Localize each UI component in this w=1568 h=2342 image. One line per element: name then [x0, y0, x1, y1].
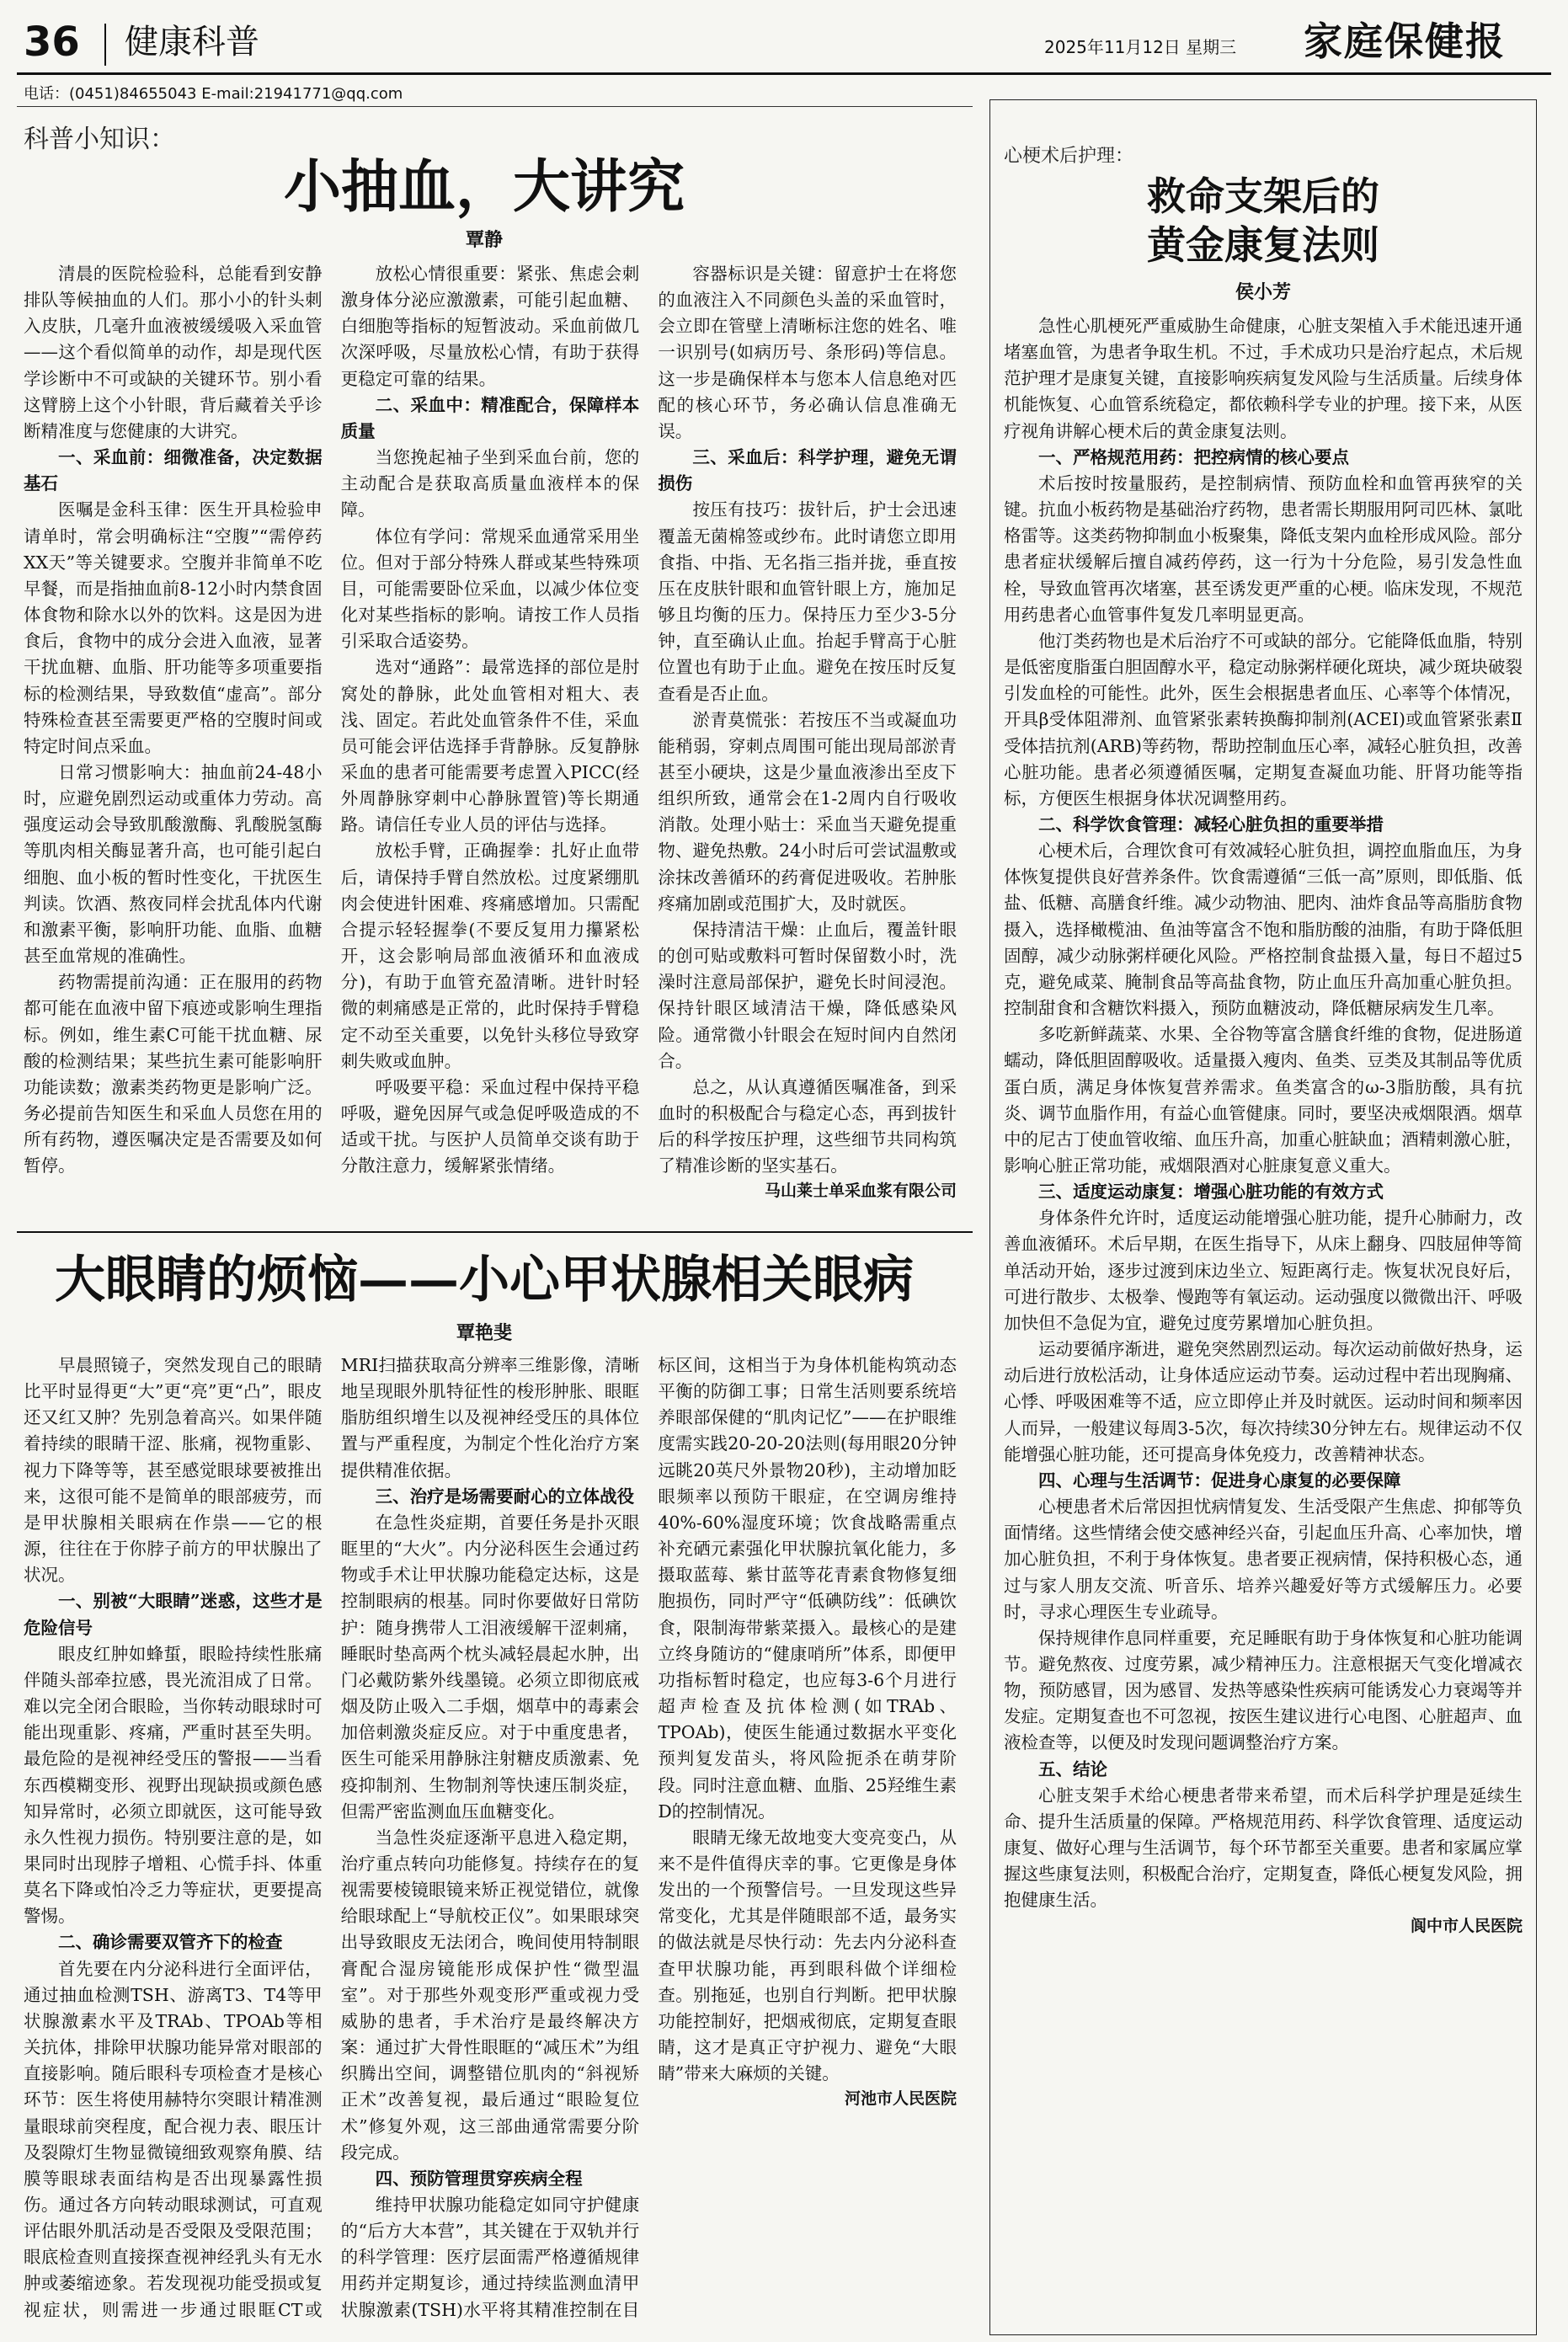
section-heading: 四、心理与生活调节：促进身心康复的必要保障 [1038, 1470, 1401, 1491]
article2-title: 大眼睛的烦恼——小心甲状腺相关眼病 [55, 1251, 914, 1310]
section-heading: 四、预防管理贯穿疾病全程 [375, 2168, 583, 2189]
paragraph: 淤青莫慌张：若按压不当或凝血功能稍弱，穿刺点周围可能出现局部淤青甚至小硬块，这是少量血液渗出至皮下组织所致，通常会在1-2周内自行吸收消散。处理小贴士：采血当天避免提重物、避免热敷。24小时后可尝试温敷或涂抹改善循环的药膏促进吸收。若肿胀疼痛加剧或范围扩大，及时就医。 [658, 709, 957, 914]
section-heading: 一、采血前：细微准备，决定数据基石 [24, 447, 323, 494]
paragraph: 眼皮红肿如蜂蜇，眼睑持续性胀痛伴随头部牵拉感，畏光流泪成了日常。难以完全闭合眼睑，当你转动眼球时可能出现重影、疼痛，严重时甚至失明。最危险的是视神经受压的警报——当看东西模糊变形、视野出现缺损或颜色感知异常时，必须立即就医，这可能导致永久性视力损伤。特别要注意的是，如果同时出现脖子增粗、心慌手抖、体重莫名下降或怕冷乏力等症状，更要提高警惕。 [24, 1643, 323, 1927]
paragraph: 当急性炎症逐渐平息进入稳定期，治疗重点转向功能修复。持续存在的复视需要棱镜眼镜来矫正视觉错位，就像给眼球配上“导航校正仪”。如果眼球突出导致眼皮无法闭合，晚间使用特制眼膏配合湿房镜能形成保护性“微型温室”。对于那些外观变形严重或视力受威胁的患者，手术治疗是最终解决方案：通过扩大骨性眼眶的“减压术”为组织腾出空间，调整错位肌肉的“斜视矫正术”改善复视，最后通过“眼睑复位术”修复外观，这三部曲通常需要分阶段完成。 [340, 1827, 640, 2163]
paragraph: 按压有技巧：拔针后，护士会迅速覆盖无菌棉签或纱布。此时请您立即用食指、中指、无名指三指并拢，垂直按压在皮肤针眼和血管针眼上方，施加足够且均衡的压力。保持压力至少3-5分钟，直至确认止血。抬起手臂高于心脏位置也有助于止血。避免在按压时反复查看是否止血。 [658, 499, 957, 704]
issue-date: 2025年11月12日 星期三 [1044, 37, 1237, 57]
masthead-rule [17, 72, 1551, 75]
contact-rule [17, 106, 973, 107]
paragraph: 早晨照镜子，突然发现自己的眼睛比平时显得更“大”更“亮”更“凸”，眼皮还又红又肿？先别急着高兴。如果伴随着持续的眼睛干涩、胀痛，视物重影、视力下降等等，甚至感觉眼球要被推出来，这很可能不是简单的眼部疲劳，而是甲状腺相关眼病在作祟——它的根源，往往在于你脖子前方的甲状腺出了状况。 [24, 1355, 323, 1586]
paragraph: 他汀类药物也是术后治疗不可或缺的部分。它能降低血脂，特别是低密度脂蛋白胆固醇水平，稳定动脉粥样硬化斑块，减少斑块破裂引发血栓的可能性。此外，医生会根据患者血压、心率等个体情况，开具β受体阻滞剂、血管紧张素转换酶抑制剂(ACEI)或血管紧张素Ⅱ受体拮抗剂(ARB)等药物，帮助控制血压心率，减轻心脏负担，改善心脏功能。患者必须遵循医嘱，定期复查凝血功能、肝肾功能等指标，方便医生根据身体状况调整用药。 [1004, 630, 1523, 808]
paragraph: 保持规律作息同样重要，充足睡眠有助于身体恢复和心脏功能调节。避免熬夜、过度劳累，减少精神压力。注意根据天气变化增减衣物，预防感冒，因为感冒、发热等感染性疾病可能诱发心力衰竭等并发症。定期复查也不可忽视，按医生建议进行心电图、心脏超声、血液检查等，以便及时发现问题调整治疗方案。 [1004, 1627, 1523, 1753]
masthead-divider [104, 24, 106, 66]
paragraph: 首先要在内分泌科进行全面评估，通过抽血检测TSH、游离T3、T4等甲状腺激素水平及TRAb、TPOAb等相关抗体，排除甲状腺功能异常对眼部的直接影响。随后眼科专项检查才是核心环节：医生将使用赫特尔突眼计精准测量眼球前突程度，配合视力表、眼压计及裂隙灯生物显微镜细致观察角膜、结膜等眼球表面结构是否出现暴露性损伤。通过各方向转动眼球测试，可直观评估眼外肌活动是否受限及受限范围；眼底检查则直接探查视神经乳头有无水肿或萎缩迹象。若发现视功能受损或复视症状，则需进一步通过眼眶CT或MRI扫描获取高分辨率三维影像，清晰地呈现眼外肌特征性的梭形肿胀、眼眶脂肪组织增生以及视神经受压的具体位置与严重程度，为制定个性化治疗方案提供精准依据。 [24, 1355, 640, 2320]
paragraph: 眼睛无缘无故地变大变亮变凸，从来不是件值得庆幸的事。它更像是身体发出的一个预警信号。一旦发现这些异常变化，尤其是伴随眼部不适，最务实的做法就是尽快行动：先去内分泌科查查甲状腺功能，再到眼科做个详细检查。别拖延，也别自行判断。把甲状腺功能控制好，把烟戒彻底，定期复查眼睛，这才是真正守护视力、避免“大眼睛”带来大麻烦的关键。 [658, 1827, 957, 2084]
article3-kicker: 心梗术后护理： [1004, 146, 1134, 167]
page-number: 36 [24, 19, 80, 66]
newspaper-page [17, 0, 1551, 2342]
section-heading: 三、治疗是场需要耐心的立体战役 [375, 1486, 635, 1507]
article-divider [17, 1231, 973, 1233]
article1-title: 小抽血，大讲究 [283, 153, 685, 221]
paragraph: 医嘱是金科玉律：医生开具检验申请单时，常会明确标注“空腹”“需停药XX天”等关键要求。空腹并非简单不吃早餐，而是指抽血前8-12小时内禁食固体食物和除水以外的饮料。这是因为进食后，食物中的成分会进入血液，显著干扰血糖、血脂、肝功能等多项重要指标的检测结果，导致数值“虚高”。部分特殊检查甚至需要更严格的空腹时间或特定时间点采血。 [24, 499, 323, 756]
article3-body [1004, 313, 1523, 2326]
contact-line: 电话：(0451)84655043 E-mail:21941771@qq.com [24, 85, 403, 103]
article1-body [24, 261, 957, 1221]
paragraph: 放松手臂，正确握拳：扎好止血带后，请保持手臂自然放松。过度紧绷肌肉会使进针困难、疼痛感增加。只需配合提示轻轻握拳(不要反复用力攥紧松开，这会影响局部血液循环和血液成分)，有助于血管充盈清晰。进针时轻微的刺痛感是正常的，此时保持手臂稳定不动至关重要，以免针头移位导致穿刺失败或血肿。 [340, 840, 640, 1071]
paragraph: 放松心情很重要：紧张、焦虑会刺激身体分泌应激激素，可能引起血糖、白细胞等指标的短暂波动。采血前做几次深呼吸，尽量放松心情，有助于获得更稳定可靠的结果。 [340, 264, 640, 389]
paragraph: 清晨的医院检验科，总能看到安静排队等候抽血的人们。那小小的针头刺入皮肤，几毫升血液被缓缓吸入采血管——这个看似简单的动作，却是现代医学诊断中不可或缺的关键环节。别小看这臂膀上这个小针眼，背后藏着关乎诊断精准度与您健康的大讲究。 [24, 264, 323, 441]
section-heading: 一、别被“大眼睛”迷惑，这些才是危险信号 [24, 1591, 323, 1638]
paragraph: 在急性炎症期，首要任务是扑灭眼眶里的“大火”。内分泌科医生会通过药物或手术让甲状腺功能稳定达标，这是控制眼病的根基。同时你要做好日常防护：随身携带人工泪液缓解干涩刺痛，睡眠时垫高两个枕头减轻晨起水肿，出门必戴防紫外线墨镜。必须立即彻底戒烟及防止吸入二手烟，烟草中的毒素会加倍刺激炎症反应。对于中重度患者，医生可能采用静脉注射糖皮质激素、免疫抑制剂、生物制剂等快速压制炎症，但需严密监测血压血糖变化。 [340, 1512, 640, 1822]
paragraph: 多吃新鲜蔬菜、水果、全谷物等富含膳食纤维的食物，促进肠道蠕动，降低胆固醇吸收。适量摄入瘦肉、鱼类、豆类及其制品等优质蛋白质，满足身体恢复营养需求。鱼类富含的ω-3脂肪酸，具有抗炎、调节血脂作用，有益心血管健康。同时，要坚决戒烟限酒。烟草中的尼古丁使血管收缩、血压升高，加重心脏缺血；酒精刺激心脏，影响心脏正常功能，戒烟限酒对心脏康复意义重大。 [1004, 1024, 1523, 1176]
section-title: 健康科普 [125, 23, 259, 61]
section-heading: 五、结论 [1038, 1758, 1107, 1779]
paragraph: 心脏支架手术给心梗患者带来希望，而术后科学护理是延续生命、提升生活质量的保障。严格规范用药、科学饮食管理、适度运动康复、做好心理与生活调节，每个环节都至关重要。患者和家属应掌握这些康复法则，积极配合治疗，定期复查，降低心梗复发风险，拥抱健康生活。 [1004, 1785, 1523, 1911]
section-heading: 三、采血后：科学护理，避免无谓损伤 [658, 447, 957, 494]
paragraph: 维持甲状腺功能稳定如同守护健康的“后方大本营”，其关键在于双轨并行的科学管理：医疗层面需严格遵循规律用药并定期复诊，通过持续监测血清甲状腺激素(TSH)水平将其精准控制在目标区间，这相当于为身体机能构筑动态平衡的防御工事；日常生活则要系统培养眼部保健的“肌肉记忆”——在护眼维度需实践20-20-20法则(每用眼20分钟远眺20英尺外景物20秒)，主动增加眨眼频率以预防干眼症，在空调房维持40%-60%湿度环境；饮食战略需重点补充硒元素强化甲状腺抗氧化能力，多摄取蓝莓、紫甘蓝等花青素食物修复细胞损伤，同时严守“低碘防线”：低碘饮食，限制海带紫菜摄入。最核心的是建立终身随访的“健康哨所”体系，即便甲功指标暂时稳定，也应每3-6个月进行超声检查及抗体检测(如TRAb、TPOAb)，使医生能通过数据水平变化预判复发苗头，将风险扼杀在萌芽阶段。同时注意血糖、血脂、25羟维生素D的控制情况。 [340, 1355, 957, 2320]
paragraph: 当您挽起袖子坐到采血台前，您的主动配合是获取高质量血液样本的保障。 [340, 447, 640, 520]
article3-title-line2: 黄金康复法则 [1147, 222, 1379, 268]
paragraph: 术后按时按量服药，是控制病情、预防血栓和血管再狭窄的关键。抗血小板药物是基础治疗药物，患者需长期服用阿司匹林、氯吡格雷等。这类药物抑制血小板聚集，降低支架内血栓形成风险。部分患者症状缓解后擅自减药停药，这一行为十分危险，易引发急性血栓，导致血管再次堵塞，甚至诱发更严重的心梗。临床发现，不规范用药患者心血管事件复发几率明显更高。 [1004, 472, 1523, 625]
section-heading: 二、确诊需要双管齐下的检查 [58, 1932, 283, 1953]
article3-author: 侯小芳 [1235, 281, 1291, 303]
article3-title-line1: 救命支架后的 [1147, 173, 1379, 219]
paragraph: 心梗患者术后常因担忧病情复发、生活受限产生焦虑、抑郁等负面情绪。这些情绪会使交感神经兴奋，引起血压升高、心率加快，增加心脏负担，不利于身体恢复。患者要正视病情，保持积极心态，通过与家人朋友交流、听音乐、培养兴趣爱好等方式缓解压力。必要时，寻求心理医生专业疏导。 [1004, 1496, 1523, 1622]
paragraph: 药物需提前沟通：正在服用的药物都可能在血液中留下痕迹或影响生理指标。例如，维生素C可能干扰血糖、尿酸的检测结果；某些抗生素可能影响肝功能读数；激素类药物更是影响广泛。务必提前告知医生和采血人员您在用的所有药物，遵医嘱决定是否需要及如何暂停。 [24, 972, 323, 1176]
newspaper-name: 家庭保健报 [1304, 19, 1506, 64]
article2-body [24, 1352, 957, 2336]
section-heading: 三、适度运动康复：增强心脏功能的有效方式 [1038, 1182, 1384, 1203]
paragraph: 保持清洁干燥：止血后，覆盖针眼的创可贴或敷料可暂时保留数小时，洗澡时注意局部保护，避免长时间浸泡。保持针眼区域清洁干燥，降低感染风险。通常微小针眼会在短时间内自然闭合。 [658, 919, 957, 1071]
source-signature: 马山莱士单采血浆有限公司 [764, 1182, 957, 1201]
section-heading: 二、科学饮食管理：减轻心脏负担的重要举措 [1038, 814, 1384, 835]
paragraph: 身体条件允许时，适度运动能增强心脏功能，提升心肺耐力，改善血液循环。术后早期，在医生指导下，从床上翻身、四肢屈伸等简单活动开始，逐步过渡到床边坐立、短距离行走。恢复状况良好后，可进行散步、太极拳、慢跑等有氧运动。运动强度以微微出汗、呼吸加快但不急促为宜，避免过度劳累增加心脏负担。 [1004, 1208, 1523, 1333]
paragraph: 急性心肌梗死严重威胁生命健康，心脏支架植入手术能迅速开通堵塞血管，为患者争取生机。不过，手术成功只是治疗起点，术后规范护理才是康复关键，直接影响疾病复发风险与生活质量。后续身体机能恢复、心血管系统稳定，都依赖科学专业的护理。接下来，从医疗视角讲解心梗术后的黄金康复法则。 [1004, 316, 1523, 441]
paragraph: 选对“通路”：最常选择的部位是肘窝处的静脉，此处血管相对粗大、表浅、固定。若此处血管条件不佳，采血员可能会评估选择手背静脉。反复静脉采血的患者可能需要考虑置入PICC(经外周静脉穿刺中心静脉置管)等长期通路。请信任专业人员的评估与选择。 [340, 657, 640, 835]
paragraph: 体位有学问：常规采血通常采用坐位。但对于部分特殊人群或某些特殊项目，可能需要卧位采血，以减少体位变化对某些指标的影响。请按工作人员指引采取合适姿势。 [340, 525, 640, 652]
article1-author: 覃静 [465, 229, 503, 251]
paragraph: 日常习惯影响大：抽血前24-48小时，应避免剧烈运动或重体力劳动。高强度运动会导致肌酸激酶、乳酸脱氢酶等肌肉相关酶显著升高，也可能引起白细胞、血小板的暂时性变化，干扰医生判读。饮酒、熬夜同样会扰乱体内代谢和激素平衡，影响肝功能、血脂、血糖甚至血常规的准确性。 [24, 761, 323, 967]
paragraph: 心梗术后，合理饮食可有效减轻心脏负担，调控血脂血压，为身体恢复提供良好营养条件。饮食需遵循“三低一高”原则，即低脂、低盐、低糖、高膳食纤维。减少动物油、肥肉、油炸食品等高脂肪食物摄入，选择橄榄油、鱼油等富含不饱和脂肪酸的油脂，有助于降低胆固醇，减少动脉粥样硬化风险。严格控制食盐摄入量，每日不超过5克，避免咸菜、腌制食品等高盐食物，防止血压升高加重心脏负担。控制甜食和含糖饮料摄入，预防血糖波动，降低糖尿病发生几率。 [1004, 840, 1523, 1019]
article2-author: 覃艳斐 [456, 1322, 512, 1344]
source-signature: 阆中市人民医院 [1410, 1916, 1523, 1935]
section-heading: 一、严格规范用药：把控病情的核心要点 [1038, 446, 1349, 467]
paragraph: 容器标识是关键：留意护士在将您的血液注入不同颜色头盖的采血管时，会立即在管壁上清晰标注您的姓名、唯一识别号(如病历号、条形码)等信息。这一步是确保样本与您本人信息绝对匹配的核心环节，务必确认信息准确无误。 [658, 264, 957, 441]
paragraph: 总之，从认真遵循医嘱准备，到采血时的积极配合与稳定心态，再到拔针后的科学按压护理，这些细节共同构筑了精准诊断的坚实基石。 [658, 1076, 957, 1176]
section-heading: 二、采血中：精准配合，保障样本质量 [340, 394, 640, 441]
paragraph: 运动要循序渐进，避免突然剧烈运动。每次运动前做好热身，运动后进行放松活动，让身体适应运动节奏。运动过程中若出现胸痛、心悸、呼吸困难等不适，应立即停止并及时就医。运动时间和频率因人而异，一般建议每周3-5次，每次持续30分钟左右。规律运动不仅能增强心脏功能，还可提高身体免疫力，改善精神状态。 [1004, 1339, 1523, 1464]
article1-kicker: 科普小知识： [24, 125, 175, 154]
source-signature: 河池市人民医院 [844, 2089, 957, 2109]
paragraph: 呼吸要平稳：采血过程中保持平稳呼吸，避免因屏气或急促呼吸造成的不适或干扰。与医护人员简单交谈有助于分散注意力，缓解紧张情绪。 [340, 1076, 640, 1176]
